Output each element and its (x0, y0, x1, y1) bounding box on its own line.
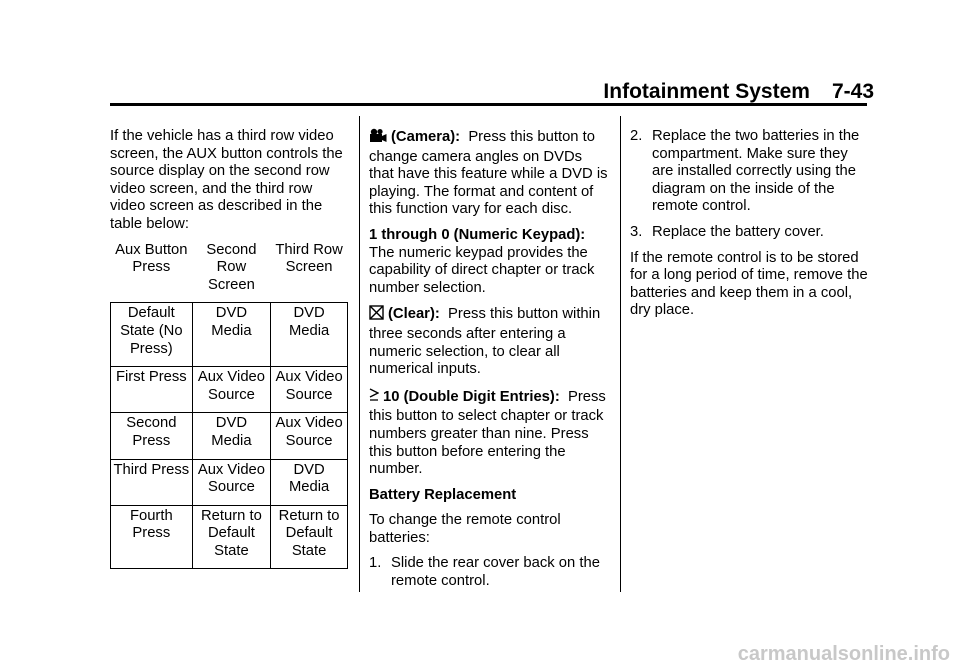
clear-icon (369, 305, 384, 326)
camera-icon (369, 128, 387, 149)
table-header-cell: Second Row Screen (192, 242, 271, 303)
column-divider-2 (620, 116, 621, 592)
table-cell: First Press (111, 367, 193, 413)
clear-paragraph (369, 305, 609, 378)
header-rule (110, 103, 867, 106)
list-item (369, 555, 609, 590)
table-cell: DVD Media (271, 303, 348, 367)
table-cell: DVD Media (192, 303, 271, 367)
table-cell: DVD Media (271, 459, 348, 505)
double-digit-text: Press this button to select chapter or track numbers greater than nine. Press this button before entering the number. (369, 388, 606, 478)
keypad-text: The numeric keypad provides the capability of direct chapter or track number selection. (369, 244, 595, 296)
column-divider-1 (359, 116, 360, 592)
table-cell: Aux Video Source (271, 367, 348, 413)
table-cell: Return to Default State (192, 505, 271, 569)
step-number: 2. (630, 128, 643, 144)
clear-text: Press this button within three seconds after entering a numeric selection, to clear all numerical inputs. (369, 306, 601, 378)
step-text: Replace the battery cover. (652, 223, 824, 240)
battery-steps-list-continued (630, 128, 870, 242)
step-text: Slide the rear cover back on the remote control. (391, 555, 600, 590)
table-row (111, 413, 348, 459)
table-cell: Return to Default State (271, 505, 348, 569)
page-number: 7-43 (831, 80, 874, 103)
intro-paragraph: If the vehicle has a third row video screen, the AUX button controls the source display on the second row video screen, and the third row video screen as described in the table below: (110, 128, 343, 232)
camera-text: Press this button to change camera angles on DVDs that have this feature while a DVD is playing. The format and content of this function vary for each disc. (369, 129, 608, 218)
keypad-paragraph (369, 227, 609, 297)
camera-paragraph (369, 128, 609, 219)
camera-label: (Camera): (391, 129, 461, 145)
step-number: 3. (630, 223, 643, 240)
watermark-text: carmanualsonline.info (737, 643, 950, 665)
table-row (111, 505, 348, 569)
battery-heading: Battery Replacement (369, 486, 517, 503)
table-cell: Second Press (111, 413, 193, 459)
storage-paragraph: If the remote control is to be stored for a long period of time, remove the batteries and keep them in a cool, dry place. (630, 249, 868, 319)
table-header-cell: Aux Button Press (111, 242, 193, 303)
table-header-row (111, 242, 348, 303)
double-digit-paragraph (369, 387, 609, 479)
table-header-cell: Third Row Screen (271, 242, 348, 303)
table-row (111, 367, 348, 413)
keypad-label: 1 through 0 (Numeric Keypad): (369, 226, 586, 243)
column-3 (630, 128, 870, 328)
step-number: 1. (369, 555, 382, 572)
table-cell: Aux Video Source (271, 413, 348, 459)
table-cell: Third Press (111, 459, 193, 505)
table-cell: Default State (No Press) (111, 303, 193, 367)
table-row (111, 303, 348, 367)
column-2 (369, 128, 609, 599)
list-item (630, 224, 870, 242)
step-text: Replace the two batteries in the compartment. Make sure they are installed correctly using the diagram on the inside of the remote control. (652, 128, 860, 215)
list-item (630, 128, 870, 216)
clear-label: (Clear): (388, 306, 440, 323)
double-digit-icon (369, 387, 379, 409)
table-row (111, 459, 348, 505)
table-cell: Fourth Press (111, 505, 193, 569)
battery-steps-list (369, 555, 609, 590)
section-title: Infotainment System (603, 80, 810, 103)
battery-intro: To change the remote control batteries: (369, 512, 561, 546)
column-1 (110, 128, 348, 569)
table-cell: Aux Video Source (192, 367, 271, 413)
table-cell: DVD Media (192, 413, 271, 459)
table-cell: Aux Video Source (192, 459, 271, 505)
page-header (603, 80, 874, 104)
double-digit-label: 10 (Double Digit Entries): (383, 388, 560, 405)
aux-button-table (110, 242, 348, 570)
